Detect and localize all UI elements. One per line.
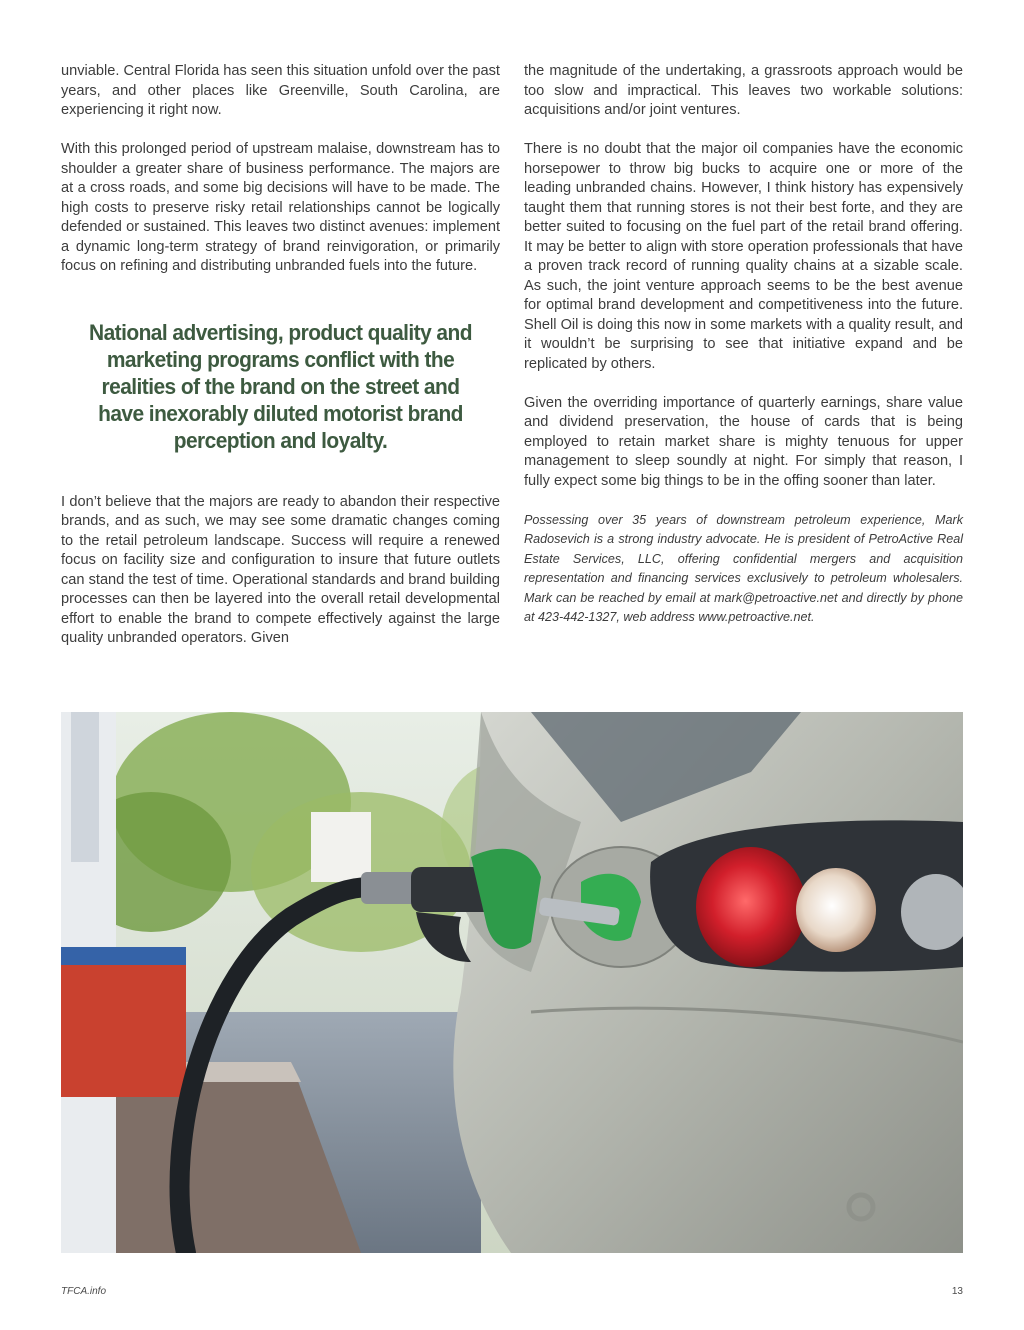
- right-column: [524, 62, 963, 648]
- body-paragraph: the magnitude of the undertaking, a grassroots approach would be too slow and impractical. This leaves two workable solutions: acquisitions and/or joint ventures.: [524, 63, 963, 118]
- refueling-illustration: [61, 712, 963, 1253]
- page-number: 13: [951, 1286, 963, 1297]
- pull-quote: National advertising, product quality and marketing programs conflict with the realities of the brand on the street and have inexorably diluted motorist brand perception and loyalty.: [89, 319, 472, 454]
- author-bio: Possessing over 35 years of downstream petroleum experience, Mark Radosevich is a strong industry advocate. He is president of PetroActive Real Estate Services, LLC, offering confidential mergers and acquisition representation and financing services exclusively to petroleum wholesalers. Mark can be reached by email at mark@petroactive.net and directly by phone at 423-442-1327, web address www.petroactive.net.: [524, 512, 963, 625]
- body-paragraph: Given the overriding importance of quarterly earnings, share value and dividend preservation, the house of cards that is being employed to retain market share is mighty tenuous for upper management to sleep soundly at night. For simply that reason, I fully expect some big things to be in the offing sooner than later.: [524, 394, 963, 489]
- body-paragraph: unviable. Central Florida has seen this situation unfold over the past years, and other places like Greenville, South Carolina, are experiencing it right now.: [61, 63, 500, 118]
- left-column: [61, 62, 500, 668]
- refueling-photo: [61, 712, 963, 1253]
- body-paragraph: With this prolonged period of upstream malaise, downstream has to shoulder a greater share of business performance. The majors are at a cross roads, and some big decisions will have to be made. The high costs to preserve risky retail relationships cannot be logically defended or sustained. This leaves two distinct avenues: implement a dynamic long-term strategy of brand reinvigoration, or primarily focus on refining and distributing unbranded fuels into the future.: [61, 141, 500, 274]
- body-paragraph: There is no doubt that the major oil companies have the economic horsepower to throw big bucks to acquire one or more of the leading unbranded chains. However, I think history has expensively taught them that running stores is not their best forte, and they are better suited to focusing on the fuel part of the retail brand offering. It may be better to align with store operation professionals that have a proven track record of running quality chains at a sizable scale. As such, the joint venture approach seems to be the best avenue for optimal brand development and competitiveness into the future. Shell Oil is doing this now in some markets with a quality result, and it wouldn’t be surprising to see that initiative expand and be replicated by others.: [524, 141, 963, 372]
- body-paragraph: I don’t believe that the majors are ready to abandon their respective brands, and as such, we may see some dramatic changes coming to the retail petroleum landscape. Success will require a renewed focus on facility size and configuration to insure that future outlets can stand the test of time. Operational standards and brand building processes can then be layered into the overall retail developmental effort to enable the brand to compete effectively against the large quality unbranded operators. Given: [61, 493, 500, 647]
- footer-site: TFCA.info: [61, 1286, 107, 1297]
